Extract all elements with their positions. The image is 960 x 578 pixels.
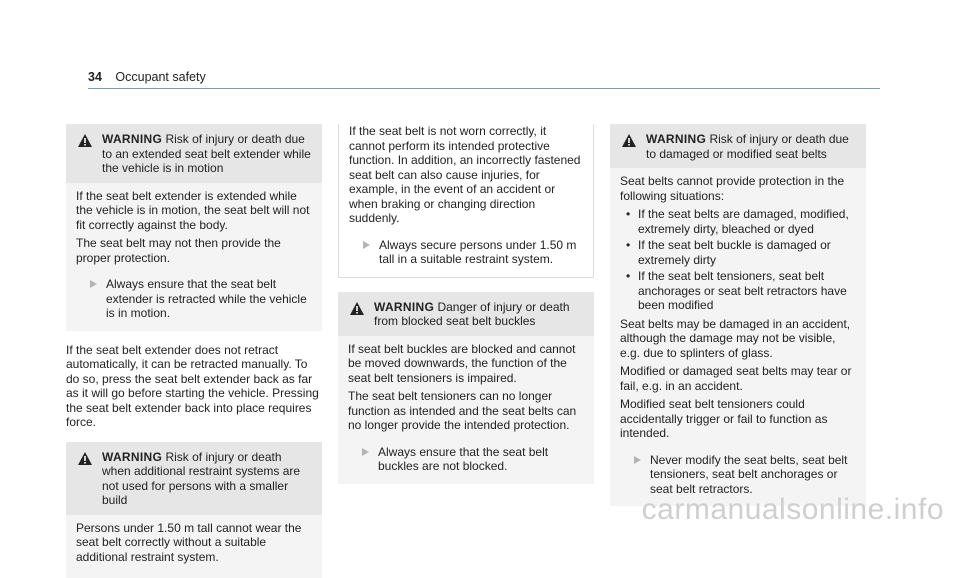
page-number: 34 <box>88 70 102 84</box>
warning-box-restraint <box>66 442 322 578</box>
instruction-step <box>349 238 583 267</box>
warning-paragraph: If seat belt buckles are blocked and cannot be moved downwards, the function of the seat belt tensioners is impaired. <box>348 342 584 386</box>
warning-body <box>66 183 322 331</box>
header-rule <box>88 88 880 89</box>
instruction-step <box>76 277 312 321</box>
instruction-text: Never modify the seat belts, seat belt tensioners, seat belt anchorages or seat belt retractors. <box>650 453 847 496</box>
warning-paragraph: If the seat belt extender is extended while the vehicle is in motion, the seat belt will not fit correctly against the body. <box>76 189 312 233</box>
warning-body <box>66 515 322 578</box>
column-2 <box>338 124 594 484</box>
step-arrow-icon <box>90 280 97 288</box>
warning-title: Risk of injury or death due to an extended seat belt extender while the vehicle is in motion <box>102 132 311 175</box>
warning-paragraph: If the seat belt is not worn correctly, it cannot perform its intended protective function. In addition, an incorrectly fastened seat belt can also cause injuries, for example, in the event of an accident or when braking or changing direction suddenly. <box>349 124 583 226</box>
warning-box-continued <box>338 124 594 278</box>
page-header <box>88 70 206 84</box>
instruction-text: Always ensure that the seat belt buckles are not blocked. <box>378 445 548 474</box>
instruction-text: Always ensure that the seat belt extender is retracted while the vehicle is in motion. <box>106 277 307 320</box>
body-paragraph: If the seat belt extender does not retract automatically, it can be retracted manually. To do so, press the seat belt extender back as far as it will go before starting the vehicle. Pressing the seat belt extender back into place requires force. <box>66 343 322 430</box>
warning-title: Risk of injury or death when additional restraint systems are not used for persons with a smaller build <box>102 450 300 508</box>
warning-paragraph: The seat belt may not then provide the proper protection. <box>76 236 312 265</box>
instruction-text: Always secure persons under 1.50 m tall in a suitable restraint system. <box>379 238 576 267</box>
warning-paragraph: Seat belts may be damaged in an accident, although the damage may not be visible, e.g. due to splinters of glass. <box>620 317 856 361</box>
warning-triangle-icon <box>78 134 92 147</box>
warning-box-damaged-belts <box>610 124 866 506</box>
column-1 <box>66 124 322 578</box>
instruction-step <box>348 445 584 474</box>
warning-label: WARNING <box>374 300 434 314</box>
warning-header <box>66 124 322 183</box>
warning-box-buckles <box>338 292 594 484</box>
warning-title: Danger of injury or death from blocked seat belt buckles <box>374 300 570 329</box>
warning-body <box>610 168 866 506</box>
warning-triangle-icon <box>350 302 364 315</box>
warning-label: WARNING <box>102 132 162 146</box>
warning-header <box>338 292 594 336</box>
bullet-list <box>620 207 856 313</box>
warning-body <box>338 336 594 484</box>
warning-paragraph: Modified seat belt tensioners could accidentally trigger or fail to function as intended. <box>620 397 856 441</box>
warning-paragraph: Modified or damaged seat belts may tear or fail, e.g. in an accident. <box>620 364 856 393</box>
warning-label: WARNING <box>646 132 706 146</box>
warning-header <box>610 124 866 168</box>
bullet-item: • If the seat belts are damaged, modified, extremely dirty, bleached or dyed <box>620 207 856 236</box>
bullet-item: • If the seat belt buckle is damaged or extremely dirty <box>620 238 856 267</box>
warning-paragraph: Persons under 1.50 m tall cannot wear the seat belt correctly without a suitable additional restraint system. <box>76 521 312 565</box>
warning-box-extender <box>66 124 322 331</box>
bullet-item: • If the seat belt tensioners, seat belt anchorages or seat belt retractors have been modified <box>620 269 856 313</box>
step-arrow-icon <box>363 241 370 249</box>
warning-label: WARNING <box>102 450 162 464</box>
warning-header <box>66 442 322 515</box>
warning-title: Risk of injury or death due to damaged or modified seat belts <box>646 132 849 161</box>
warning-triangle-icon <box>78 452 92 465</box>
section-title: Occupant safety <box>115 70 205 84</box>
column-3 <box>610 124 866 506</box>
watermark: carmanualsonline.info <box>642 493 944 527</box>
instruction-step <box>620 453 856 497</box>
warning-triangle-icon <box>622 134 636 147</box>
step-arrow-icon <box>362 448 369 456</box>
warning-paragraph: Seat belts cannot provide protection in the following situations: <box>620 174 856 203</box>
warning-paragraph: The seat belt tensioners can no longer function as intended and the seat belts can no longer provide the intended protection. <box>348 389 584 433</box>
step-arrow-icon <box>634 456 641 464</box>
